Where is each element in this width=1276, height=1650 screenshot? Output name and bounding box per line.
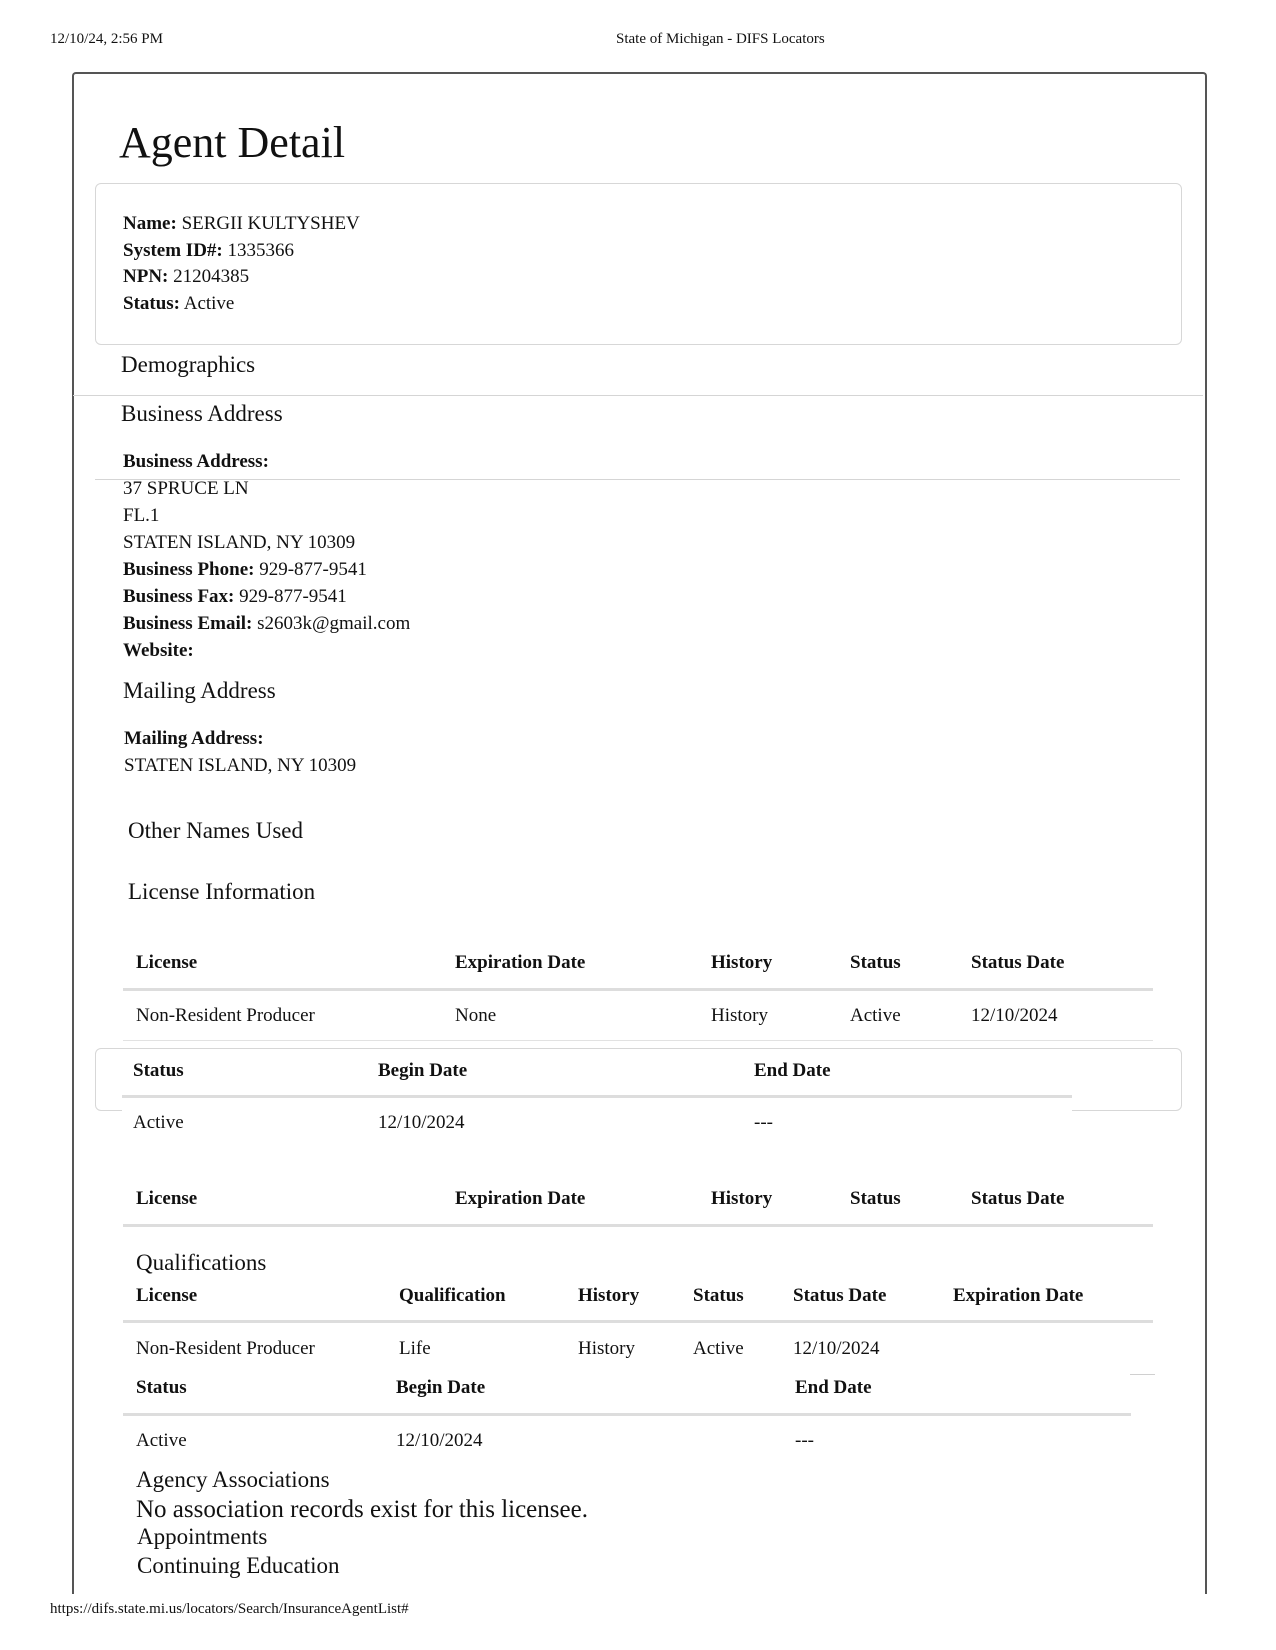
- mailing-address-line-1: STATEN ISLAND, NY 10309: [124, 755, 357, 776]
- qualification-col-header: Expiration Date: [953, 1285, 1084, 1306]
- license-col-header: License: [136, 1188, 198, 1209]
- status-history-cell: ---: [754, 1112, 773, 1133]
- qualification-status-col-header: End Date: [795, 1377, 872, 1398]
- business-address-line-1: 37 SPRUCE LN: [123, 478, 249, 499]
- table-header-rule: [123, 1320, 1153, 1323]
- qualification-col-header: History: [578, 1285, 640, 1306]
- status-history-col-header: End Date: [754, 1060, 831, 1081]
- license-col-header: Expiration Date: [455, 952, 586, 973]
- divider: [73, 395, 1203, 396]
- agent-system-id: System ID#: 1335366: [123, 240, 294, 261]
- qualification-status-cell: ---: [795, 1430, 814, 1451]
- business-address-line-3: STATEN ISLAND, NY 10309: [123, 532, 356, 553]
- qualification-status-col-header: Begin Date: [396, 1377, 486, 1398]
- license-cell: Non-Resident Producer: [136, 1005, 315, 1026]
- qualification-status-col-header: Status: [136, 1377, 187, 1398]
- table-header-rule: [123, 1224, 1153, 1227]
- agency-associations-heading: Agency Associations: [136, 1467, 330, 1492]
- qualification-cell: Life: [399, 1338, 431, 1359]
- status-history-col-header: Begin Date: [378, 1060, 468, 1081]
- table-header-rule: [122, 1095, 1072, 1098]
- divider: [1130, 1374, 1155, 1375]
- mailing-address-heading: Mailing Address: [123, 678, 276, 703]
- license-info-heading: License Information: [128, 879, 316, 904]
- license-col-header: Status: [850, 1188, 901, 1209]
- qualification-col-header: Qualification: [399, 1285, 506, 1306]
- business-phone: Business Phone: 929-877-9541: [123, 559, 367, 580]
- status-history-cell: Active: [133, 1112, 184, 1133]
- qualification-cell: Active: [693, 1338, 744, 1359]
- license-col-header: History: [711, 1188, 773, 1209]
- qualification-col-header: Status Date: [793, 1285, 887, 1306]
- license-col-header: History: [711, 952, 773, 973]
- other-names-heading: Other Names Used: [128, 818, 304, 843]
- license-col-header: Status: [850, 952, 901, 973]
- business-address-heading: Business Address: [121, 401, 283, 426]
- agent-npn: NPN: 21204385: [123, 266, 250, 287]
- page-title: Agent Detail: [119, 118, 346, 167]
- mailing-address-label: Mailing Address:: [124, 728, 264, 749]
- print-datetime: 12/10/24, 2:56 PM: [50, 31, 163, 47]
- license-col-header: License: [136, 952, 198, 973]
- qualification-cell: Non-Resident Producer: [136, 1338, 315, 1359]
- business-address-label: Business Address:: [123, 451, 269, 472]
- qualification-col-header: Status: [693, 1285, 744, 1306]
- status-history-col-header: Status: [133, 1060, 184, 1081]
- qualification-col-header: License: [136, 1285, 198, 1306]
- continuing-education-heading: Continuing Education: [137, 1553, 340, 1578]
- qualifications-heading: Qualifications: [136, 1250, 267, 1275]
- business-email: Business Email: s2603k@gmail.com: [123, 613, 411, 634]
- print-footer-url: https://difs.state.mi.us/locators/Search/InsuranceAgentList#: [50, 1601, 409, 1617]
- license-col-header: Status Date: [971, 1188, 1065, 1209]
- license-cell: Active: [850, 1005, 901, 1026]
- divider: [123, 1040, 1153, 1041]
- license-col-header: Expiration Date: [455, 1188, 586, 1209]
- table-header-rule: [123, 1413, 1131, 1416]
- business-website: Website:: [123, 640, 194, 661]
- license-cell: None: [455, 1005, 497, 1026]
- license-history-link[interactable]: History: [711, 1005, 768, 1026]
- business-fax: Business Fax: 929-877-9541: [123, 586, 347, 607]
- business-address-line-2: FL.1: [123, 505, 160, 526]
- divider: [95, 479, 1180, 480]
- print-page-title: State of Michigan - DIFS Locators: [616, 31, 825, 47]
- qualification-history-link[interactable]: History: [578, 1338, 635, 1359]
- agent-name: Name: SERGII KULTYSHEV: [123, 213, 360, 234]
- qualification-cell: 12/10/2024: [793, 1338, 880, 1359]
- agency-associations-message: No association records exist for this licensee.: [136, 1496, 588, 1523]
- status-history-panel: [122, 1049, 1072, 1139]
- qualification-status-cell: 12/10/2024: [396, 1430, 483, 1451]
- status-history-cell: 12/10/2024: [378, 1112, 465, 1133]
- agent-status: Status: Active: [123, 293, 235, 314]
- table-header-rule: [123, 988, 1153, 991]
- qualification-status-cell: Active: [136, 1430, 187, 1451]
- demographics-heading: Demographics: [121, 352, 256, 377]
- appointments-heading: Appointments: [137, 1524, 268, 1549]
- license-cell: 12/10/2024: [971, 1005, 1058, 1026]
- license-col-header: Status Date: [971, 952, 1065, 973]
